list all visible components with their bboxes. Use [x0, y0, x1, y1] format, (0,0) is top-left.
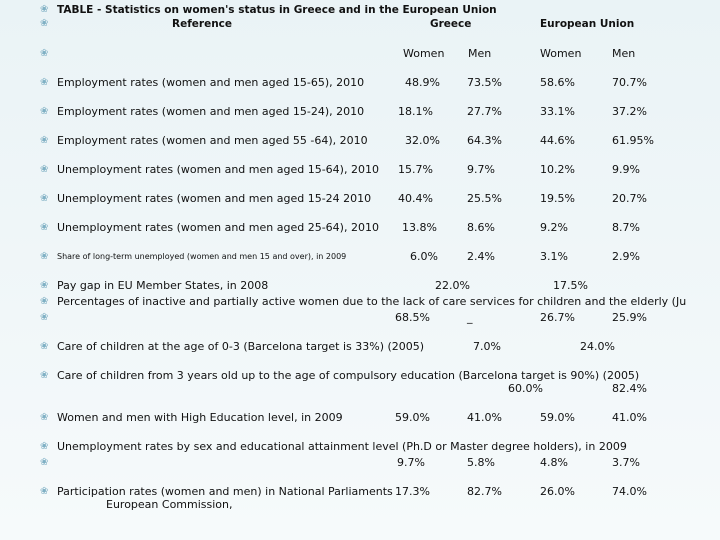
- unemp-edu-row: [0, 439, 720, 455]
- bullet-icon: ❀: [40, 296, 49, 307]
- cell-eu-women: 26.0%: [540, 485, 575, 498]
- row-label: Share of long-term unemployed (women and men 15 and over), in 2009: [57, 252, 347, 261]
- care3-values-row: [0, 381, 720, 397]
- subheader-greece-women: Women: [403, 47, 445, 60]
- subheader-greece-men: Men: [468, 47, 492, 60]
- paygap-row: [0, 278, 720, 294]
- table-row: [0, 133, 720, 149]
- source-row: [0, 497, 720, 513]
- cell-eu-men: 9.9%: [612, 163, 640, 176]
- cell-eu-women: 4.8%: [540, 456, 568, 469]
- table-row: [0, 104, 720, 120]
- higher-ed-row: [0, 410, 720, 426]
- unemp-edu-values-row: [0, 455, 720, 471]
- cell-greece-women: 9.7%: [397, 456, 425, 469]
- row-label: Employment rates (women and men aged 15-24), 2010: [57, 105, 365, 118]
- row-label: Pay gap in EU Member States, in 2008: [57, 279, 269, 292]
- header-eu: European Union: [540, 18, 635, 30]
- cell-greece-women: 32.0%: [405, 134, 440, 147]
- cell-greece-men: 9.7%: [467, 163, 495, 176]
- bullet-icon: ❀: [40, 441, 49, 452]
- cell-eu: 17.5%: [553, 279, 588, 292]
- bullet-icon: ❀: [40, 193, 49, 204]
- header-greece: Greece: [430, 18, 472, 30]
- cell-greece-men: 64.3%: [467, 134, 502, 147]
- cell-greece-women: 18.1%: [398, 105, 433, 118]
- cell-eu: 82.4%: [612, 382, 647, 395]
- cell-eu-men: 25.9%: [612, 311, 647, 324]
- cell-greece-women: 6.0%: [410, 250, 438, 263]
- row-label: Care of children from 3 years old up to the age of compulsory education (Barcelona target is 90%) (2005): [57, 369, 640, 382]
- cell-greece-men: 5.8%: [467, 456, 495, 469]
- row-label: Unemployment rates by sex and educational attainment level (Ph.D or Master degree holders), in 2009: [57, 440, 627, 453]
- bullet-icon: ❀: [40, 341, 49, 352]
- bullet-icon: ❀: [40, 4, 49, 15]
- bullet-icon: ❀: [40, 457, 49, 468]
- cell-greece-men: _: [467, 311, 473, 324]
- cell-greece-men: 82.7%: [467, 485, 502, 498]
- bullet-icon: ❀: [40, 48, 49, 59]
- cell-greece-men: 2.4%: [467, 250, 495, 263]
- care03-row: [0, 339, 720, 355]
- cell-eu-men: 37.2%: [612, 105, 647, 118]
- table-row: [0, 220, 720, 236]
- bullet-icon: ❀: [40, 135, 49, 146]
- cell-greece-women: 48.9%: [405, 76, 440, 89]
- bullet-icon: ❀: [40, 412, 49, 423]
- row-label: Employment rates (women and men aged 55 -64), 2010: [57, 134, 368, 147]
- bullet-icon: ❀: [40, 486, 49, 497]
- bullet-icon: ❀: [40, 251, 49, 262]
- cell-eu-men: 41.0%: [612, 411, 647, 424]
- cell-greece-men: 73.5%: [467, 76, 502, 89]
- bullet-icon: ❀: [40, 77, 49, 88]
- table-row: [0, 75, 720, 91]
- cell-greece-men: 27.7%: [467, 105, 502, 118]
- cell-eu-women: 33.1%: [540, 105, 575, 118]
- cell-greece-women: 40.4%: [398, 192, 433, 205]
- cell-eu: 24.0%: [580, 340, 615, 353]
- cell-greece-women: 59.0%: [395, 411, 430, 424]
- cell-greece-women: 68.5%: [395, 311, 430, 324]
- cell-greece-women: 17.3%: [395, 485, 430, 498]
- bullet-icon: ❀: [40, 106, 49, 117]
- cell-eu-women: 26.7%: [540, 311, 575, 324]
- row-label: Unemployment rates (women and men aged 15-24 2010: [57, 192, 372, 205]
- bullet-icon: ❀: [40, 280, 49, 291]
- source-note: European Commission,: [106, 498, 233, 511]
- table-row: [0, 249, 720, 265]
- cell-eu-women: 10.2%: [540, 163, 575, 176]
- cell-eu-women: 9.2%: [540, 221, 568, 234]
- cell-eu-women: 3.1%: [540, 250, 568, 263]
- cell-eu-men: 74.0%: [612, 485, 647, 498]
- inactive-values-row: [0, 310, 720, 326]
- row-label: Percentages of inactive and partially active women due to the lack of care services for children and the elderly (Ju: [57, 295, 687, 308]
- cell-greece-men: 41.0%: [467, 411, 502, 424]
- cell-greece-women: 15.7%: [398, 163, 433, 176]
- bullet-icon: ❀: [40, 164, 49, 175]
- cell-eu-women: 19.5%: [540, 192, 575, 205]
- cell-greece-men: 25.5%: [467, 192, 502, 205]
- cell-eu-women: 58.6%: [540, 76, 575, 89]
- cell-eu-men: 8.7%: [612, 221, 640, 234]
- subheader-row: [0, 46, 720, 62]
- cell-eu-women: 59.0%: [540, 411, 575, 424]
- header-reference: Reference: [172, 18, 233, 30]
- bullet-icon: ❀: [40, 370, 49, 381]
- bullet-icon: ❀: [40, 222, 49, 233]
- cell-greece: 22.0%: [435, 279, 470, 292]
- subheader-eu-women: Women: [540, 47, 582, 60]
- table-row: [0, 191, 720, 207]
- bullet-icon: ❀: [40, 312, 49, 323]
- cell-eu-men: 3.7%: [612, 456, 640, 469]
- row-label: Care of children at the age of 0-3 (Barcelona target is 33%) (2005): [57, 340, 425, 353]
- row-label: Unemployment rates (women and men aged 25-64), 2010: [57, 221, 379, 234]
- inactive-row: [0, 294, 720, 310]
- row-label: Participation rates (women and men) in National Parliaments: [57, 485, 393, 498]
- row-label: Women and men with High Education level, in 2009: [57, 411, 343, 424]
- row-label: Employment rates (women and men aged 15-65), 2010: [57, 76, 365, 89]
- table-row: [0, 162, 720, 178]
- cell-greece-women: 13.8%: [402, 221, 437, 234]
- table-title: TABLE - Statistics on women's status in Greece and in the European Union: [57, 4, 497, 16]
- header-row: [0, 16, 720, 32]
- cell-eu-men: 20.7%: [612, 192, 647, 205]
- cell-greece-men: 8.6%: [467, 221, 495, 234]
- subheader-eu-men: Men: [612, 47, 636, 60]
- cell-eu-men: 2.9%: [612, 250, 640, 263]
- cell-greece: 60.0%: [508, 382, 543, 395]
- cell-eu-men: 70.7%: [612, 76, 647, 89]
- cell-greece: 7.0%: [473, 340, 501, 353]
- cell-eu-men: 61.95%: [612, 134, 654, 147]
- bullet-icon: ❀: [40, 18, 49, 29]
- row-label: Unemployment rates (women and men aged 15-64), 2010: [57, 163, 379, 176]
- cell-eu-women: 44.6%: [540, 134, 575, 147]
